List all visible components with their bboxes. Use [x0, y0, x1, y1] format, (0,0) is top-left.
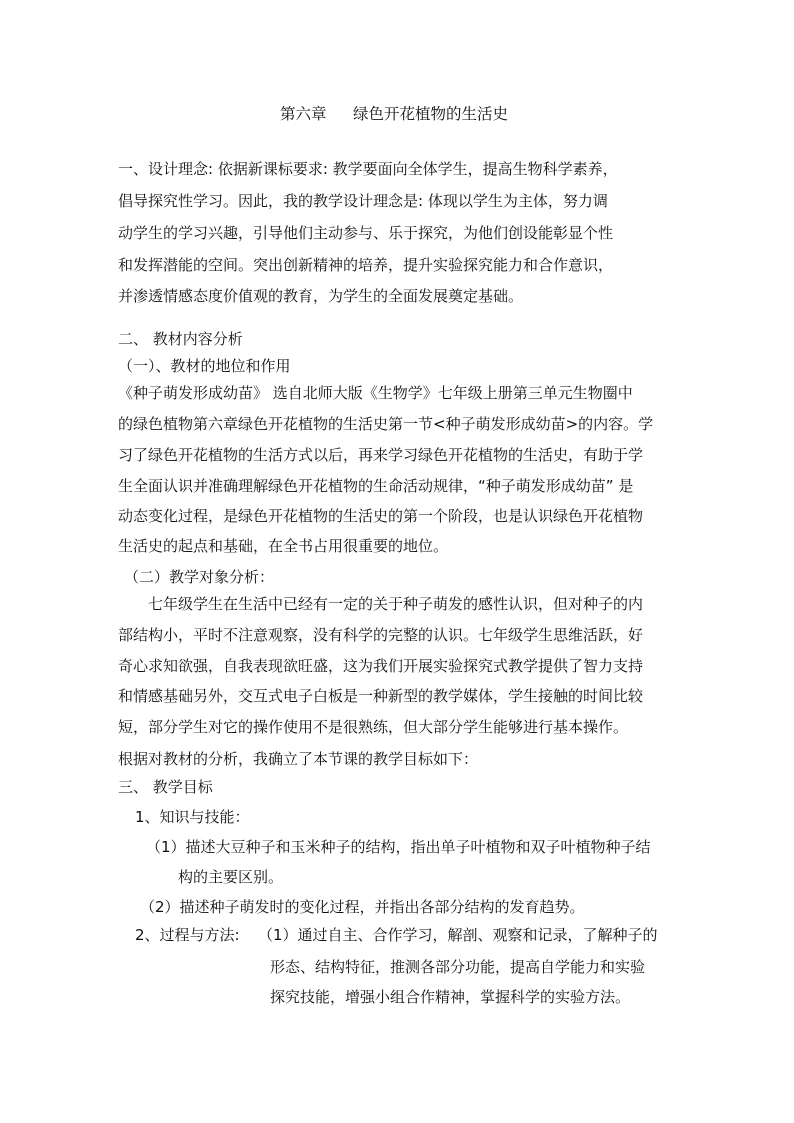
paragraph-line: 部结构小，平时不注意观察，没有科学的完整的认识。七年级学生思维活跃，好: [118, 626, 644, 644]
paragraph-line: 七年级学生在生活中已经有一定的关于种子萌发的感性认识，但对种子的内: [148, 595, 644, 613]
paragraph-line: 《种子萌发形成幼苗》 选自北师大版《生物学》七年级上册第三单元生物圈中: [118, 384, 633, 402]
paragraph-line: 动态变化过程，是绿色开花植物的生活史的第一个阶段，也是认识绿色开花植物: [118, 507, 644, 525]
objective-item: （2）描述种子萌发时的变化过程，并指出各部分结构的发育趋势。: [140, 898, 585, 916]
paragraph-line: 根据对教材的分析，我确立了本节课的教学目标如下：: [118, 750, 479, 768]
paragraph-line: 短，部分学生对它的操作使用不是很熟练，但大部分学生能够进行基本操作。: [118, 718, 629, 736]
paragraph-line: 生全面认识并准确理解绿色开花植物的生命活动规律，“种子萌发形成幼苗” 是: [118, 477, 634, 495]
subsection-heading: （二）教学对象分析：: [124, 568, 275, 586]
paragraph-line: 和发挥潜能的空间。突出创新精神的培养，提升实验探究能力和合作意识，: [118, 256, 614, 274]
objective-item: 形态、结构特征，推测各部分功能，提高自学能力和实验: [270, 958, 646, 976]
objective-item: 构的主要区别。: [178, 868, 284, 886]
paragraph-line: 的绿色植物第六章绿色开花植物的生活史第一节<种子萌发形成幼苗>的内容。学: [118, 415, 654, 433]
chapter-title: 绿色开花植物的生活史: [353, 105, 509, 123]
subsection-heading: （一）、教材的地位和作用: [118, 357, 291, 375]
objective-item: （1）通过自主、合作学习，解剖、观察和记录，了解种子的: [258, 926, 658, 944]
paragraph-line: 一、设计理念: 依据新课标要求: 教学要面向全体学生，提高生物科学素养，: [118, 160, 618, 178]
section-heading: 三、 教学目标: [118, 778, 213, 796]
paragraph-line: 和情感基础另外，交互式电子白板是一种新型的教学媒体，学生接触的时间比较: [118, 687, 644, 705]
section-heading: 二、 教材内容分析: [118, 330, 243, 348]
paragraph-line: 习了绿色开花植物的生活方式以后，再来学习绿色开花植物的生活史，有助于学: [118, 446, 644, 464]
objective-item: 探究技能，增强小组合作精神，掌握科学的实验方法。: [270, 988, 631, 1006]
objective-label: 1、知识与技能：: [135, 808, 250, 826]
objective-item: （1）描述大豆种子和玉米种子的结构，指出单子叶植物和双子叶植物种子结: [146, 838, 651, 856]
paragraph-line: 生活史的起点和基础，在全书占用很重要的地位。: [118, 537, 449, 555]
paragraph-line: 并渗透情感态度价值观的教育，为学生的全面发展奠定基础。: [118, 287, 524, 305]
paragraph-line: 倡导探究性学习。因此，我的教学设计理念是: 体现以学生为主体，努力调: [118, 192, 608, 210]
paragraph-line: 奇心求知欲强，自我表现欲旺盛，这为我们开展实验探究式教学提供了智力支持: [118, 657, 644, 675]
objective-label: 2、过程与方法:: [135, 926, 240, 944]
paragraph-line: 动学生的学习兴趣，引导他们主动参与、乐于探究，为他们创设能彰显个性: [118, 224, 614, 242]
chapter-number: 第六章: [280, 105, 327, 123]
